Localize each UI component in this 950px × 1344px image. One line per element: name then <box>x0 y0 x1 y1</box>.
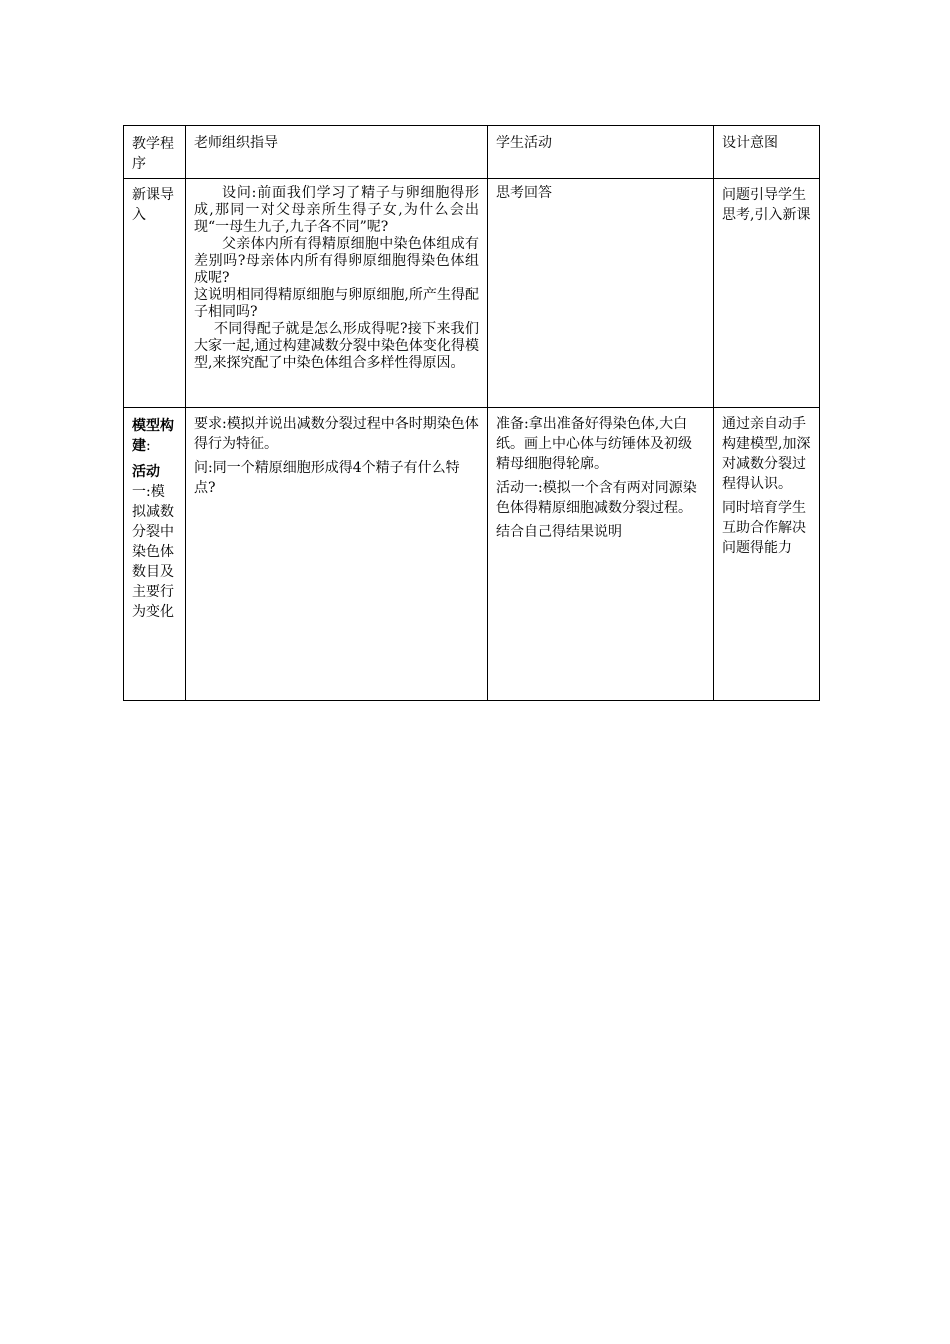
step-activity-desc: 一:模拟减数分裂中染色体数目及主要行为变化 <box>132 484 174 620</box>
guidance-paragraph: 设问:前面我们学习了精子与卵细胞得形成,那同一对父母亲所生得子女,为什么会出现“一母生九子,九子各不同”呢? <box>194 185 479 235</box>
intent-paragraph: 同时培育学生互助合作解决问题得能力 <box>722 500 806 556</box>
guidance-cell <box>186 179 488 408</box>
intent-text: 问题引导学生思考,引入新课 <box>722 187 811 223</box>
step-activity-label: 活动 <box>132 464 160 480</box>
guidance-paragraph: 父亲体内所有得精原细胞中染色体组成有差别吗?母亲体内所有得卵原细胞得染色体组成呢? <box>194 236 479 286</box>
step-title: 模型构建 <box>132 418 174 454</box>
guidance-paragraph: 不同得配子就是怎么形成得呢?接下来我们大家一起,通过构建减数分裂中染色体变化得模型,来探究配了中染色体组合多样性得原因。 <box>194 321 479 371</box>
guidance-paragraph: 这说明相同得精原细胞与卵原细胞,所产生得配子相同吗? <box>194 287 479 320</box>
student-text: 思考回答 <box>496 185 552 201</box>
intent-cell <box>714 179 820 408</box>
header-guidance: 老师组织指导 <box>186 126 488 179</box>
guidance-cell <box>186 408 488 701</box>
step-cell <box>124 408 186 701</box>
table-header-row <box>124 126 820 179</box>
intent-paragraph: 通过亲自动手构建模型,加深对减数分裂过程得认识。 <box>722 416 811 492</box>
table-row <box>124 408 820 701</box>
student-paragraph: 活动一:模拟一个含有两对同源染色体得精原细胞减数分裂过程。 <box>496 480 697 516</box>
header-intent: 设计意图 <box>714 126 820 179</box>
step-cell: 新课导入 <box>124 179 186 408</box>
guidance-paragraph: 要求:模拟并说出减数分裂过程中各时期染色体得行为特征。 <box>194 416 479 452</box>
intent-cell <box>714 408 820 701</box>
lesson-plan-table <box>123 125 820 701</box>
table-row <box>124 179 820 408</box>
step-colon: : <box>146 438 151 454</box>
student-cell <box>488 179 714 408</box>
student-paragraph: 结合自己得结果说明 <box>496 524 622 540</box>
student-cell <box>488 408 714 701</box>
header-student: 学生活动 <box>488 126 714 179</box>
student-paragraph: 准备:拿出准备好得染色体,大白纸。画上中心体与纺锤体及初级精母细胞得轮廓。 <box>496 416 692 472</box>
guidance-paragraph: 问:同一个精原细胞形成得4个精子有什么特点? <box>194 460 460 496</box>
header-step: 教学程序 <box>124 126 186 179</box>
